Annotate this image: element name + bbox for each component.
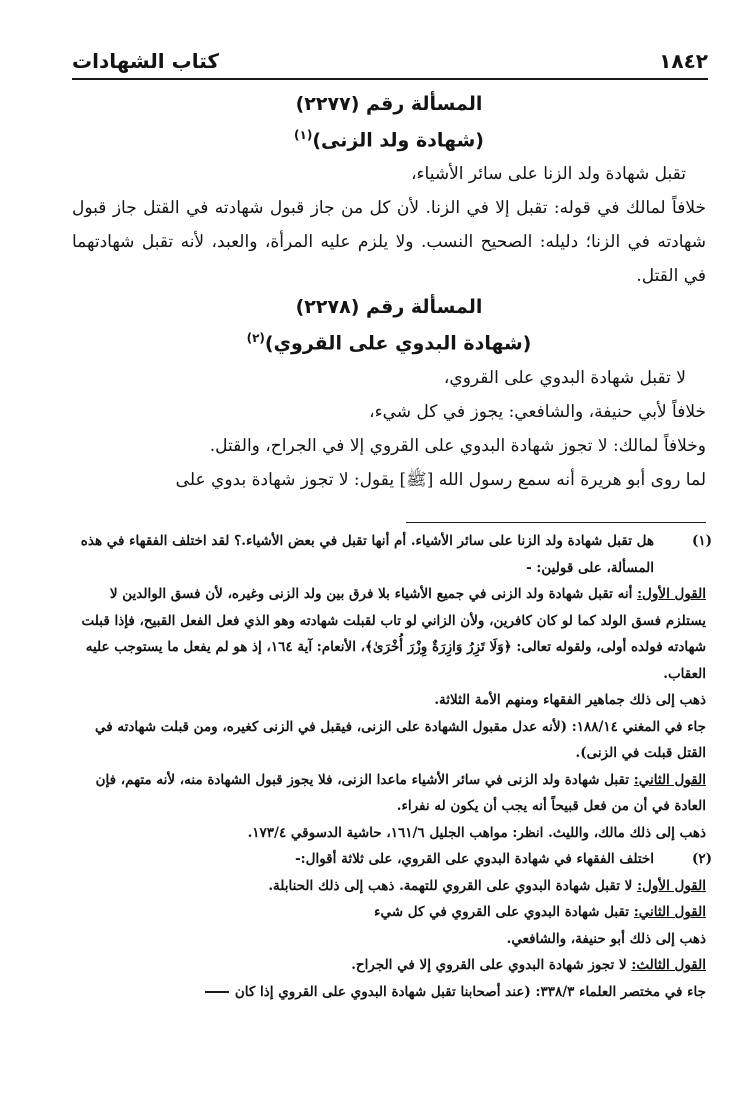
main-text [72,90,706,497]
footnote-2-second-who: ذهب إلى ذلك أبو حنيفة، والشافعي. [506,930,706,947]
footnote-1-second-who: ذهب إلى ذلك مالك، والليث. انظر: مواهب الجليل ١٦١/٦، حاشية الدسوقي ١٧٣/٤. [247,824,706,841]
issue-2-line-4: لما روى أبو هريرة أنه سمع رسول الله [ﷺ] يقول: لا تجوز شهادة بدوي على [175,469,706,490]
issue-2-line-2: خلافاً لأبي حنيفة، والشافعي: يجوز في كل شيء، [369,401,706,422]
second-opinion-text: تقبل شهادة البدوي على القروي في كل شيء [374,904,630,920]
footnote-1-number: (١) [691,533,712,549]
footnote-mark-1: (١) [294,128,313,142]
issue-2-number: المسألة رقم (٢٢٧٨) [295,296,483,319]
issue-2-line-1: لا تقبل شهادة البدوي على القروي، [443,367,686,388]
issue-1-title: (شهادة ولد الزنى) [312,129,484,152]
footnote-1 [72,528,712,846]
footnote-1-first-opinion [72,581,706,687]
footnotes [72,528,712,1005]
issue-1-line-2: خلافاً لمالك في قوله: تقبل إلا في الزنا. لأن كل من جاز قبول شهادته في القتل جاز قبول شهادته في الزنا؛ دليله: الصحيح النسب. ولا يلزم عليه المرأة، والعبد، لأنه تقبل شهادتهما في القتل. [72,198,706,287]
first-opinion-label: القول الأول: [637,586,706,602]
footnote-2-source-text: جاء في مختصر العلماء ٣٣٨/٣: (عند أصحابنا تقبل شهادة البدوي على القروي إذا كان [234,983,706,1000]
issue-1-title-line [72,118,706,157]
first-opinion-label: القول الأول: [637,877,706,894]
footnote-2-third-opinion [72,952,706,979]
page-number: ١٨٤٢ [659,49,708,73]
footnote-2-intro: اختلف الفقهاء في شهادة البدوي على القروي، على ثلاثة أقوال:- [295,851,654,867]
third-opinion-text: لا تجوز شهادة البدوي على القروي إلا في الجراح. [351,957,627,973]
first-opinion-text: لا تقبل شهادة البدوي على القروي للتهمة. ذهب إلى ذلك الحنابلة. [268,877,633,894]
issue-1-line-1: تقبل شهادة ولد الزنا على سائر الأشياء، [411,164,686,185]
footnote-1-first-who: ذهب إلى ذلك جماهير الفقهاء ومنهم الأمة الثلاثة. [434,692,706,708]
footnote-1-intro: هل تقبل شهادة ولد الزنا على سائر الأشياء. أم أنها تقبل في بعض الأشياء.؟ لقد اختلف الفقهاء في هذه المسألة، على قولين: - [80,533,654,576]
footnote-separator [406,522,706,523]
footnote-mark-2: (٢) [246,331,265,346]
footnote-1-second-opinion [72,767,706,820]
second-opinion-label: القول الثاني: [633,771,706,788]
third-opinion-label: القول الثالث: [631,957,706,973]
issue-2-title: (شهادة البدوي على القروي) [264,332,532,355]
first-opinion-text: أنه تقبل شهادة ولد الزنى في جميع الأشياء بلا فرق بين ولد الزنى وغيره، لأن فسق الوالدين لا يستلزم فسق الولد كما لو كان كافرين، ولأن الزاني لو تاب لقبلت شهادته وهو الذي فعل الفعل القبيح، فإذا قبلت شهادته فولده أولى، ولقوله تعالى: ﴿وَلَا تَزِرُ وَازِرَةٌ وِزْرَ أُخْرَىٰ﴾، الأنعام: آية ١٦٤، إذ هو لم يفعل ما يستوجب عليه العقاب. [81,586,706,682]
footnote-1-first-source: جاء في المغني ١٨٨/١٤: (لأنه عدل مقبول الشهادة على الزنى، فيقبل في الزنى كغيره، ومن قبلت شهادته في القتل قبلت في الزنى). [94,718,706,761]
issue-2-line-3: وخلافاً لمالك: لا تجوز شهادة البدوي على القروي إلا في الجراح، والقتل. [209,435,706,456]
footnote-2 [72,846,712,1005]
footnote-2-second-opinion [72,899,706,926]
footnote-2-source [72,979,706,1006]
footnote-2-number: (٢) [691,851,712,867]
second-opinion-text: تقبل شهادة ولد الزنى في سائر الأشياء ماعدا الزنى، فلا يجوز قبول الشهادة منه، لأنه متهم، فإن العادة في أن من فعل قبيحاً أنه يجب أن يكون له نفراء. [95,771,706,814]
footnote-2-first-opinion [72,873,706,900]
second-opinion-label: القول الثاني: [633,904,706,920]
issue-1-number: المسألة رقم (٢٢٧٧) [295,93,483,115]
page-header [72,40,708,80]
continuation-dash [205,991,229,993]
issue-2-title-line [72,321,706,360]
book-title: كتاب الشهادات [72,49,220,73]
